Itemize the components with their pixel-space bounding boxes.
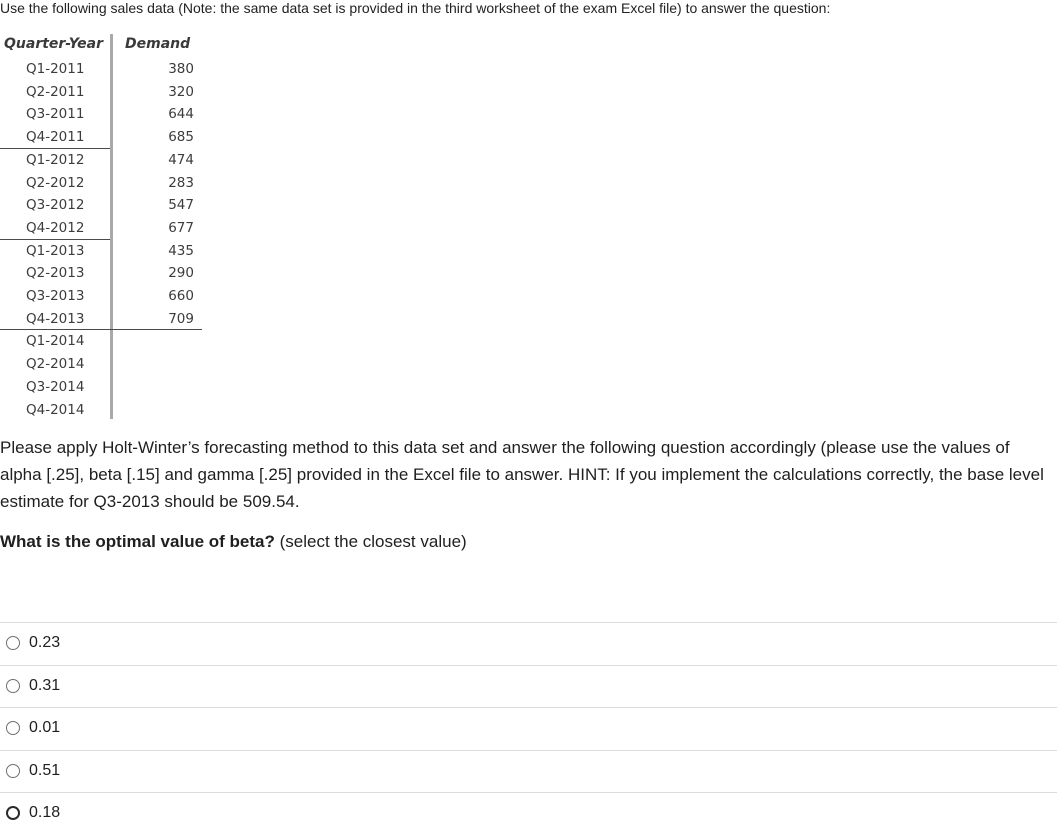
demand-cell: 547 bbox=[168, 197, 194, 214]
quarter-cell: Q2-2013 bbox=[26, 265, 85, 282]
quarter-cell: Q4-2011 bbox=[26, 129, 85, 146]
table-row bbox=[0, 240, 210, 263]
instructions-text: Use the following sales data (Note: the same data set is provided in the third worksheet of the exam Excel file) to answer the question: bbox=[0, 0, 831, 16]
year-separator-line bbox=[0, 239, 110, 240]
table-row bbox=[0, 217, 210, 240]
answer-option-label[interactable]: 0.01 bbox=[29, 719, 61, 736]
answer-option[interactable] bbox=[0, 707, 1057, 750]
table-row bbox=[0, 308, 210, 331]
question-prompt-bold: What is the optimal value of beta? bbox=[0, 532, 275, 551]
demand-cell: 709 bbox=[168, 310, 194, 327]
answer-option[interactable] bbox=[0, 622, 1057, 665]
quarter-cell: Q2-2012 bbox=[26, 174, 85, 191]
table-row bbox=[0, 285, 210, 308]
quarter-cell: Q3-2013 bbox=[26, 288, 85, 304]
answer-option[interactable] bbox=[0, 750, 1057, 793]
demand-cell: 660 bbox=[168, 288, 194, 304]
quarter-cell: Q4-2012 bbox=[26, 219, 85, 236]
table-row bbox=[0, 399, 210, 422]
quarter-cell: Q3-2011 bbox=[26, 106, 85, 123]
demand-cell: 677 bbox=[168, 219, 194, 236]
question-prompt-note: (select the closest value) bbox=[274, 532, 467, 551]
demand-cell: 474 bbox=[168, 151, 194, 168]
quarter-year-header: Quarter-Year bbox=[4, 36, 103, 52]
radio-button[interactable] bbox=[6, 806, 20, 820]
demand-header: Demand bbox=[125, 36, 191, 52]
answer-option-label[interactable]: 0.23 bbox=[29, 634, 61, 651]
quarter-cell: Q1-2014 bbox=[26, 333, 85, 350]
sales-data-table bbox=[0, 34, 210, 424]
question-prompt bbox=[0, 530, 467, 554]
demand-cell: 685 bbox=[168, 129, 194, 146]
radio-button[interactable] bbox=[6, 679, 20, 693]
table-row bbox=[0, 330, 210, 353]
radio-button[interactable] bbox=[6, 764, 20, 778]
year-separator-line bbox=[0, 148, 110, 149]
demand-cell: 380 bbox=[168, 61, 194, 77]
table-row bbox=[0, 81, 210, 104]
quarter-cell: Q2-2011 bbox=[26, 83, 85, 100]
answer-option[interactable] bbox=[0, 665, 1057, 708]
table-row bbox=[0, 262, 210, 285]
table-row bbox=[0, 172, 210, 195]
table-row bbox=[0, 376, 210, 399]
answer-option-label[interactable]: 0.18 bbox=[29, 804, 61, 821]
demand-cell: 644 bbox=[168, 106, 194, 123]
quarter-cell: Q1-2013 bbox=[26, 242, 85, 259]
table-row bbox=[0, 126, 210, 149]
radio-button[interactable] bbox=[6, 636, 20, 650]
answer-option-label[interactable]: 0.31 bbox=[29, 676, 61, 694]
quarter-cell: Q3-2014 bbox=[26, 378, 85, 395]
demand-cell: 290 bbox=[168, 265, 194, 282]
quarter-cell: Q3-2012 bbox=[26, 197, 85, 214]
answer-option-label[interactable]: 0.51 bbox=[29, 761, 61, 779]
table-row bbox=[0, 149, 210, 172]
quarter-cell: Q4-2013 bbox=[26, 310, 85, 327]
table-row bbox=[0, 58, 210, 81]
quarter-cell: Q2-2014 bbox=[26, 356, 85, 373]
demand-cell: 283 bbox=[168, 174, 194, 191]
answer-options bbox=[0, 622, 1057, 835]
quarter-cell: Q1-2011 bbox=[26, 61, 85, 77]
table-row bbox=[0, 194, 210, 217]
demand-cell: 435 bbox=[168, 242, 194, 259]
answer-option[interactable] bbox=[0, 792, 1057, 835]
table-row bbox=[0, 353, 210, 376]
quarter-cell: Q4-2014 bbox=[26, 401, 85, 418]
table-row bbox=[0, 103, 210, 126]
demand-cell: 320 bbox=[168, 83, 194, 100]
question-text: Please apply Holt-Winter’s forecasting method to this data set and answer the following question accordingly (please use the values of alpha [.25], beta [.15] and gamma [.25] provided in the Excel file to answer. HINT: If you implement the calculations correctly, the base level estimate for Q3-2013 should be 509.54. bbox=[0, 438, 1044, 511]
year-separator-line bbox=[0, 329, 202, 330]
quarter-cell: Q1-2012 bbox=[26, 151, 85, 168]
radio-button[interactable] bbox=[6, 721, 20, 735]
